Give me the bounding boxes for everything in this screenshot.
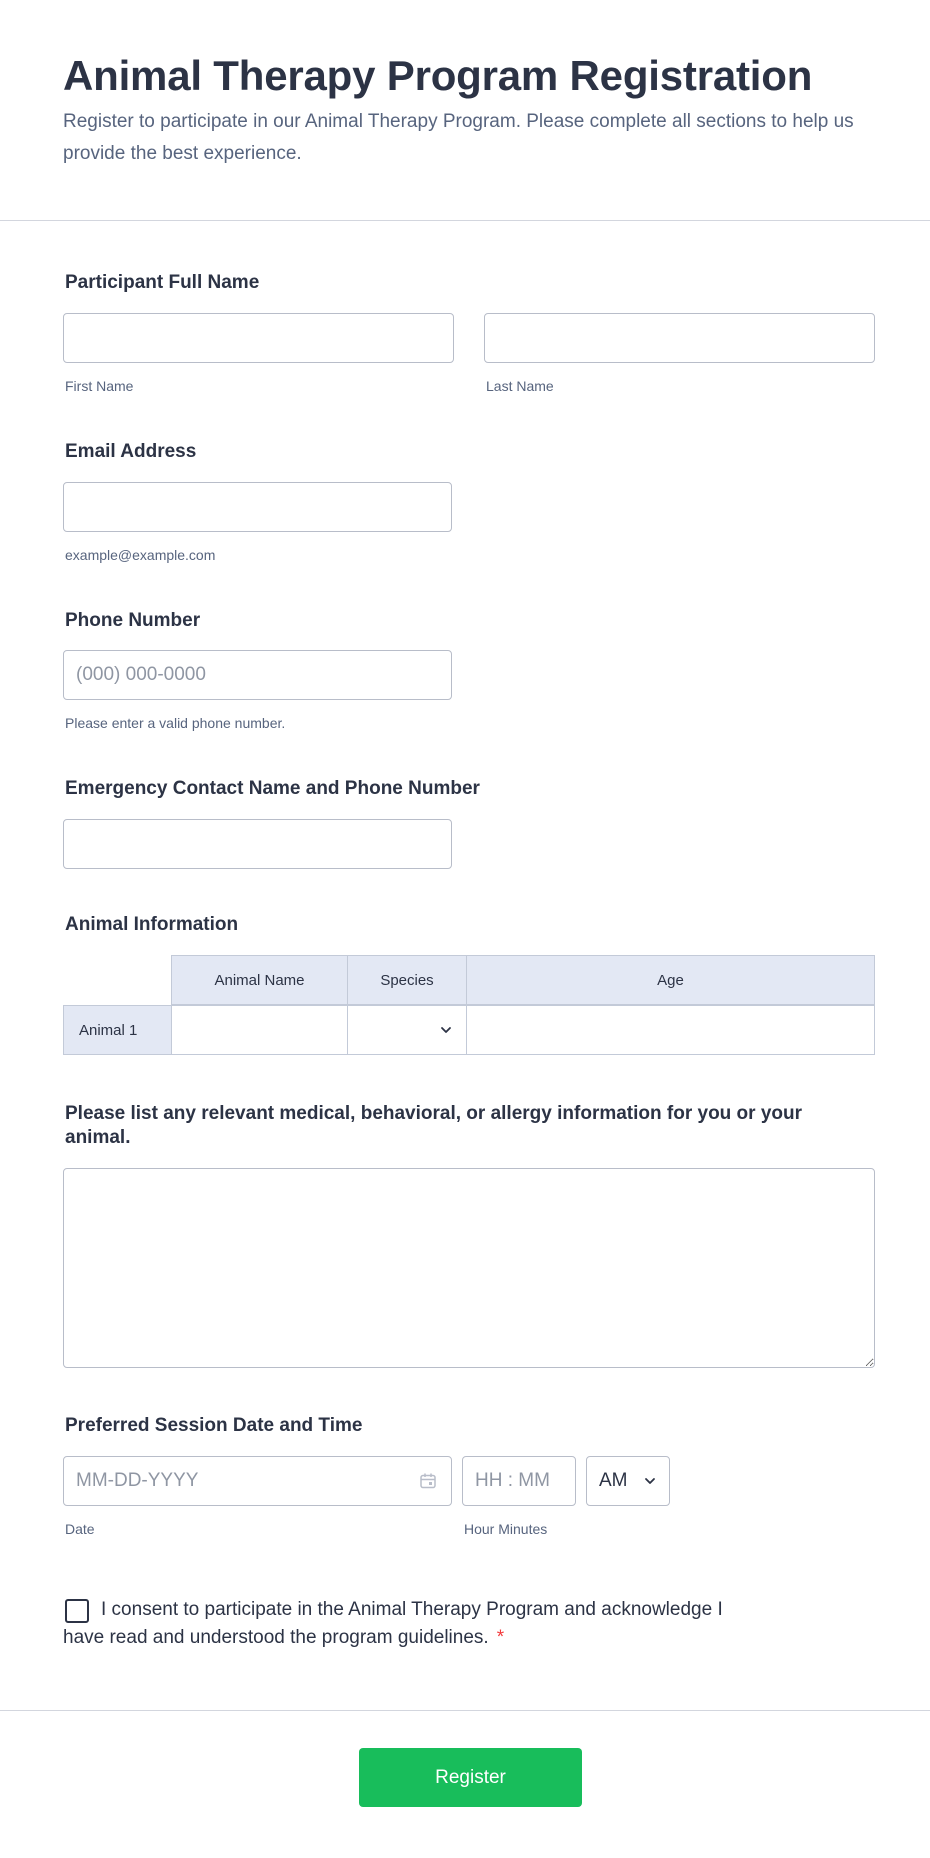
calendar-icon[interactable] xyxy=(419,1472,437,1490)
required-marker: * xyxy=(496,1627,505,1648)
column-header-species: Species xyxy=(347,955,467,1005)
email-sublabel: example@example.com xyxy=(65,547,216,563)
last-name-input[interactable] xyxy=(484,313,875,363)
ampm-value: AM xyxy=(599,1470,628,1491)
time-sublabel: Hour Minutes xyxy=(464,1521,548,1537)
medical-info-textarea[interactable] xyxy=(63,1168,875,1368)
chevron-down-icon xyxy=(643,1474,657,1488)
session-label: Preferred Session Date and Time xyxy=(65,1415,363,1436)
full-name-label: Participant Full Name xyxy=(65,272,260,293)
column-header-animal-name: Animal Name xyxy=(171,955,348,1005)
date-sublabel: Date xyxy=(65,1521,95,1537)
phone-input[interactable] xyxy=(63,650,452,700)
emergency-contact-input[interactable] xyxy=(63,819,452,869)
animal-name-cell[interactable] xyxy=(171,1005,348,1055)
medical-info-label: Please list any relevant medical, behavioral, or allergy information for you or your animal. xyxy=(65,1103,803,1148)
emergency-contact-label: Emergency Contact Name and Phone Number xyxy=(65,778,480,799)
date-input[interactable] xyxy=(63,1456,452,1506)
chevron-down-icon xyxy=(439,1023,453,1037)
consent-label: I consent to participate in the Animal Therapy Program and acknowledge I have read and understood the program guidelines. xyxy=(63,1599,723,1648)
page-title: Animal Therapy Program Registration xyxy=(63,52,813,99)
first-name-sublabel: First Name xyxy=(65,378,134,394)
form-header xyxy=(0,0,930,221)
phone-label: Phone Number xyxy=(65,610,201,631)
row-header-animal-1: Animal 1 xyxy=(63,1005,172,1055)
page-subtitle: Register to participate in our Animal Therapy Program. Please complete all sections to help us provide the best experience. xyxy=(63,111,854,164)
phone-sublabel: Please enter a valid phone number. xyxy=(65,715,286,731)
animal-info-label: Animal Information xyxy=(65,914,239,935)
register-button[interactable]: Register xyxy=(359,1748,582,1807)
age-cell[interactable] xyxy=(466,1005,875,1055)
email-input[interactable] xyxy=(63,482,452,532)
consent-text xyxy=(63,1596,763,1652)
footer-divider xyxy=(0,1710,930,1711)
column-header-age: Age xyxy=(466,955,875,1005)
email-label: Email Address xyxy=(65,441,197,462)
first-name-input[interactable] xyxy=(63,313,454,363)
last-name-sublabel: Last Name xyxy=(486,378,554,394)
time-input[interactable] xyxy=(462,1456,576,1506)
species-select[interactable] xyxy=(347,1005,467,1055)
ampm-select[interactable] xyxy=(586,1456,670,1506)
